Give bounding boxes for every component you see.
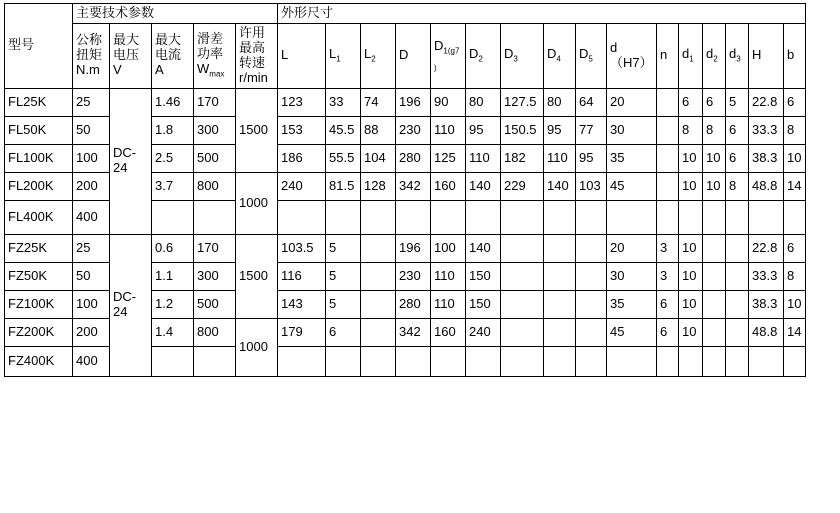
- cell-D3: 150.5: [501, 116, 544, 144]
- header-D4: $D_4$: [544, 23, 576, 88]
- cell-D: 342: [396, 318, 431, 346]
- cell-D4: [544, 262, 576, 290]
- header-current-line1: 最大: [155, 32, 182, 48]
- cell-n: [657, 346, 679, 376]
- cell-b: [784, 346, 806, 376]
- cell-b: 14: [784, 172, 806, 200]
- cell-power: 800: [194, 318, 236, 346]
- cell-model: FZ25K: [5, 234, 73, 262]
- cell-current: 2.5: [152, 144, 194, 172]
- header-voltage-line2: 电压: [113, 47, 140, 63]
- header-current: [152, 23, 194, 88]
- cell-D3: [501, 290, 544, 318]
- cell-D4: 140: [544, 172, 576, 200]
- cell-torque: 200: [73, 172, 110, 200]
- cell-b: 10: [784, 290, 806, 318]
- cell-D5: 95: [576, 144, 607, 172]
- cell-power: [194, 200, 236, 234]
- header-n: n: [657, 23, 679, 88]
- cell-n: 3: [657, 262, 679, 290]
- header-D1g7: $D_{1(g7)}$: [431, 23, 466, 88]
- cell-d2: 6: [703, 88, 726, 116]
- cell-power: 800: [194, 172, 236, 200]
- header-power-line3: $W_{max}$: [197, 61, 225, 79]
- cell-D4: [544, 200, 576, 234]
- cell-D: 196: [396, 234, 431, 262]
- cell-d3: 5: [726, 88, 749, 116]
- table-row: [5, 88, 806, 116]
- cell-d3: 6: [726, 144, 749, 172]
- specification-table: [4, 3, 806, 377]
- cell-H: 38.3: [749, 290, 784, 318]
- cell-torque: 25: [73, 88, 110, 116]
- header-main-params: 主要技术参数: [73, 4, 278, 24]
- cell-D1: 160: [431, 318, 466, 346]
- cell-torque: 100: [73, 290, 110, 318]
- cell-D5: 64: [576, 88, 607, 116]
- cell-dH7: 30: [607, 116, 657, 144]
- cell-d1: 10: [679, 290, 703, 318]
- cell-L1: 55.5: [326, 144, 361, 172]
- cell-L1: 5: [326, 262, 361, 290]
- cell-D4: [544, 318, 576, 346]
- header-d-H7: d（H7）: [607, 23, 657, 88]
- cell-b: 8: [784, 262, 806, 290]
- cell-D1: 110: [431, 116, 466, 144]
- cell-D2: 240: [466, 318, 501, 346]
- cell-L2: 88: [361, 116, 396, 144]
- cell-D3: [501, 346, 544, 376]
- header-power-line1: 滑差: [197, 31, 224, 47]
- cell-d2: [703, 290, 726, 318]
- cell-D5: [576, 290, 607, 318]
- cell-L1: 5: [326, 234, 361, 262]
- header-voltage: [110, 23, 152, 88]
- cell-model: FZ200K: [5, 318, 73, 346]
- cell-D5: [576, 318, 607, 346]
- cell-torque: 400: [73, 200, 110, 234]
- cell-D5: 77: [576, 116, 607, 144]
- cell-current: [152, 200, 194, 234]
- cell-L: 123: [278, 88, 326, 116]
- cell-L2: [361, 318, 396, 346]
- cell-dH7: 35: [607, 144, 657, 172]
- cell-L2: 104: [361, 144, 396, 172]
- cell-D5: [576, 200, 607, 234]
- cell-model: FL200K: [5, 172, 73, 200]
- cell-d3: [726, 200, 749, 234]
- header-D2: $D_2$: [466, 23, 501, 88]
- cell-torque: 50: [73, 116, 110, 144]
- cell-L1: 33: [326, 88, 361, 116]
- header-speed-line3: 转速: [239, 54, 266, 70]
- header-torque-line2: 扭矩: [76, 47, 103, 63]
- cell-H: 48.8: [749, 318, 784, 346]
- cell-d2: 8: [703, 116, 726, 144]
- cell-d2: [703, 318, 726, 346]
- header-torque-line1: 公称: [76, 32, 103, 48]
- cell-D1: 125: [431, 144, 466, 172]
- cell-L2: [361, 234, 396, 262]
- cell-D5: 103: [576, 172, 607, 200]
- cell-D5: [576, 346, 607, 376]
- cell-H: [749, 200, 784, 234]
- header-d3: $d_3$: [726, 23, 749, 88]
- cell-D: [396, 346, 431, 376]
- cell-speed: 1500: [236, 88, 278, 172]
- cell-dH7: 45: [607, 172, 657, 200]
- cell-n: [657, 144, 679, 172]
- cell-D2: 110: [466, 144, 501, 172]
- cell-D: 280: [396, 144, 431, 172]
- cell-D1: [431, 200, 466, 234]
- cell-b: 8: [784, 116, 806, 144]
- cell-d1: 10: [679, 144, 703, 172]
- cell-dH7: 20: [607, 88, 657, 116]
- cell-D3: [501, 234, 544, 262]
- header-power: [194, 23, 236, 88]
- cell-d2: [703, 234, 726, 262]
- header-d2: $d_2$: [703, 23, 726, 88]
- header-current-line3: A: [155, 62, 164, 78]
- cell-b: [784, 200, 806, 234]
- cell-model: FZ50K: [5, 262, 73, 290]
- cell-D3: [501, 318, 544, 346]
- cell-D2: [466, 346, 501, 376]
- cell-model: FL400K: [5, 200, 73, 234]
- cell-L: 153: [278, 116, 326, 144]
- cell-b: 10: [784, 144, 806, 172]
- cell-model: FZ400K: [5, 346, 73, 376]
- cell-current: 1.4: [152, 318, 194, 346]
- cell-voltage: DC-24: [110, 234, 152, 376]
- header-current-line2: 电流: [155, 47, 182, 63]
- cell-current: 1.8: [152, 116, 194, 144]
- cell-H: 22.8: [749, 88, 784, 116]
- cell-power: [194, 346, 236, 376]
- cell-dH7: 35: [607, 290, 657, 318]
- cell-H: 33.3: [749, 116, 784, 144]
- cell-b: 6: [784, 88, 806, 116]
- cell-D4: [544, 234, 576, 262]
- cell-L: 103.5: [278, 234, 326, 262]
- cell-d2: 10: [703, 144, 726, 172]
- cell-L: 240: [278, 172, 326, 200]
- header-dimensions: 外形尺寸: [278, 4, 806, 24]
- cell-power: 500: [194, 144, 236, 172]
- cell-H: [749, 346, 784, 376]
- cell-d1: 10: [679, 234, 703, 262]
- cell-n: 3: [657, 234, 679, 262]
- cell-model: FL50K: [5, 116, 73, 144]
- header-voltage-line1: 最大: [113, 32, 140, 48]
- cell-d2: 10: [703, 172, 726, 200]
- cell-L: 116: [278, 262, 326, 290]
- cell-L: 186: [278, 144, 326, 172]
- cell-L2: [361, 346, 396, 376]
- cell-D: 196: [396, 88, 431, 116]
- cell-D1: [431, 346, 466, 376]
- cell-d3: [726, 290, 749, 318]
- cell-power: 300: [194, 116, 236, 144]
- cell-n: [657, 200, 679, 234]
- cell-L2: [361, 262, 396, 290]
- cell-D3: 229: [501, 172, 544, 200]
- cell-current: 1.1: [152, 262, 194, 290]
- cell-speed: 1000: [236, 172, 278, 234]
- header-speed: [236, 23, 278, 88]
- cell-D4: 95: [544, 116, 576, 144]
- header-model: 型号: [5, 4, 73, 89]
- cell-d1: [679, 346, 703, 376]
- cell-D: 342: [396, 172, 431, 200]
- cell-D4: 80: [544, 88, 576, 116]
- header-torque-line3: N.m: [76, 62, 100, 78]
- cell-D4: 110: [544, 144, 576, 172]
- header-d1: $d_1$: [679, 23, 703, 88]
- cell-D: 280: [396, 290, 431, 318]
- cell-torque: 50: [73, 262, 110, 290]
- cell-H: 22.8: [749, 234, 784, 262]
- cell-L2: 128: [361, 172, 396, 200]
- cell-H: 38.3: [749, 144, 784, 172]
- cell-power: 500: [194, 290, 236, 318]
- cell-L1: 5: [326, 290, 361, 318]
- cell-n: 6: [657, 318, 679, 346]
- cell-D2: [466, 200, 501, 234]
- cell-torque: 25: [73, 234, 110, 262]
- cell-torque: 400: [73, 346, 110, 376]
- cell-L2: 74: [361, 88, 396, 116]
- cell-current: 1.2: [152, 290, 194, 318]
- header-group-row: [5, 4, 806, 24]
- cell-d3: 8: [726, 172, 749, 200]
- cell-D1: 160: [431, 172, 466, 200]
- cell-H: 48.8: [749, 172, 784, 200]
- cell-n: [657, 116, 679, 144]
- cell-L2: [361, 200, 396, 234]
- cell-current: 3.7: [152, 172, 194, 200]
- cell-d3: [726, 346, 749, 376]
- cell-model: FL100K: [5, 144, 73, 172]
- cell-D1: 110: [431, 262, 466, 290]
- header-H: H: [749, 23, 784, 88]
- cell-D4: [544, 346, 576, 376]
- cell-model: FZ100K: [5, 290, 73, 318]
- cell-D: [396, 200, 431, 234]
- cell-power: 170: [194, 88, 236, 116]
- header-D: D: [396, 23, 431, 88]
- header-L: L: [278, 23, 326, 88]
- cell-D1: 110: [431, 290, 466, 318]
- cell-b: 6: [784, 234, 806, 262]
- cell-n: 6: [657, 290, 679, 318]
- cell-speed: 1000: [236, 318, 278, 376]
- cell-D1: 90: [431, 88, 466, 116]
- cell-D: 230: [396, 262, 431, 290]
- cell-torque: 200: [73, 318, 110, 346]
- cell-n: [657, 88, 679, 116]
- cell-D2: 80: [466, 88, 501, 116]
- cell-D2: 140: [466, 234, 501, 262]
- cell-speed: 1500: [236, 234, 278, 318]
- cell-d3: 6: [726, 116, 749, 144]
- cell-model: FL25K: [5, 88, 73, 116]
- header-D5: $D_5$: [576, 23, 607, 88]
- cell-d2: [703, 200, 726, 234]
- cell-d3: [726, 234, 749, 262]
- cell-L: [278, 346, 326, 376]
- cell-current: 1.46: [152, 88, 194, 116]
- cell-L1: 6: [326, 318, 361, 346]
- cell-b: 14: [784, 318, 806, 346]
- header-L1: $L_1$: [326, 23, 361, 88]
- cell-power: 170: [194, 234, 236, 262]
- cell-d1: 10: [679, 318, 703, 346]
- cell-L: 179: [278, 318, 326, 346]
- cell-d2: [703, 346, 726, 376]
- cell-d1: 10: [679, 262, 703, 290]
- cell-d1: [679, 200, 703, 234]
- cell-L1: 81.5: [326, 172, 361, 200]
- cell-L: 143: [278, 290, 326, 318]
- cell-D2: 150: [466, 262, 501, 290]
- cell-D4: [544, 290, 576, 318]
- cell-torque: 100: [73, 144, 110, 172]
- cell-D3: [501, 262, 544, 290]
- header-speed-line2: 最高: [239, 39, 266, 55]
- header-speed-line4: r/min: [239, 69, 268, 85]
- cell-dH7: 45: [607, 318, 657, 346]
- cell-n: [657, 172, 679, 200]
- cell-L2: [361, 290, 396, 318]
- cell-d3: [726, 262, 749, 290]
- cell-current: 0.6: [152, 234, 194, 262]
- cell-d1: 8: [679, 116, 703, 144]
- cell-D1: 100: [431, 234, 466, 262]
- table-row: [5, 234, 806, 262]
- cell-D: 230: [396, 116, 431, 144]
- cell-D2: 95: [466, 116, 501, 144]
- header-torque: [73, 23, 110, 88]
- cell-power: 300: [194, 262, 236, 290]
- cell-dH7: 20: [607, 234, 657, 262]
- cell-D5: [576, 262, 607, 290]
- cell-voltage: DC-24: [110, 88, 152, 234]
- header-b: b: [784, 23, 806, 88]
- cell-D3: [501, 200, 544, 234]
- cell-D3: 127.5: [501, 88, 544, 116]
- header-speed-line1: 许用: [239, 24, 266, 40]
- cell-d3: [726, 318, 749, 346]
- cell-d2: [703, 262, 726, 290]
- cell-L: [278, 200, 326, 234]
- cell-D2: 150: [466, 290, 501, 318]
- cell-L1: [326, 200, 361, 234]
- header-power-line2: 功率: [197, 46, 224, 62]
- cell-d1: 6: [679, 88, 703, 116]
- cell-D2: 140: [466, 172, 501, 200]
- header-power-sub: max: [209, 69, 225, 79]
- cell-dH7: [607, 346, 657, 376]
- cell-dH7: 30: [607, 262, 657, 290]
- cell-H: 33.3: [749, 262, 784, 290]
- header-L2: $L_2$: [361, 23, 396, 88]
- cell-L1: [326, 346, 361, 376]
- header-sub-row: [5, 23, 806, 88]
- header-voltage-line3: V: [113, 62, 122, 78]
- cell-D5: [576, 234, 607, 262]
- cell-current: [152, 346, 194, 376]
- cell-L1: 45.5: [326, 116, 361, 144]
- header-D3: $D_3$: [501, 23, 544, 88]
- cell-d1: 10: [679, 172, 703, 200]
- cell-D3: 182: [501, 144, 544, 172]
- cell-dH7: [607, 200, 657, 234]
